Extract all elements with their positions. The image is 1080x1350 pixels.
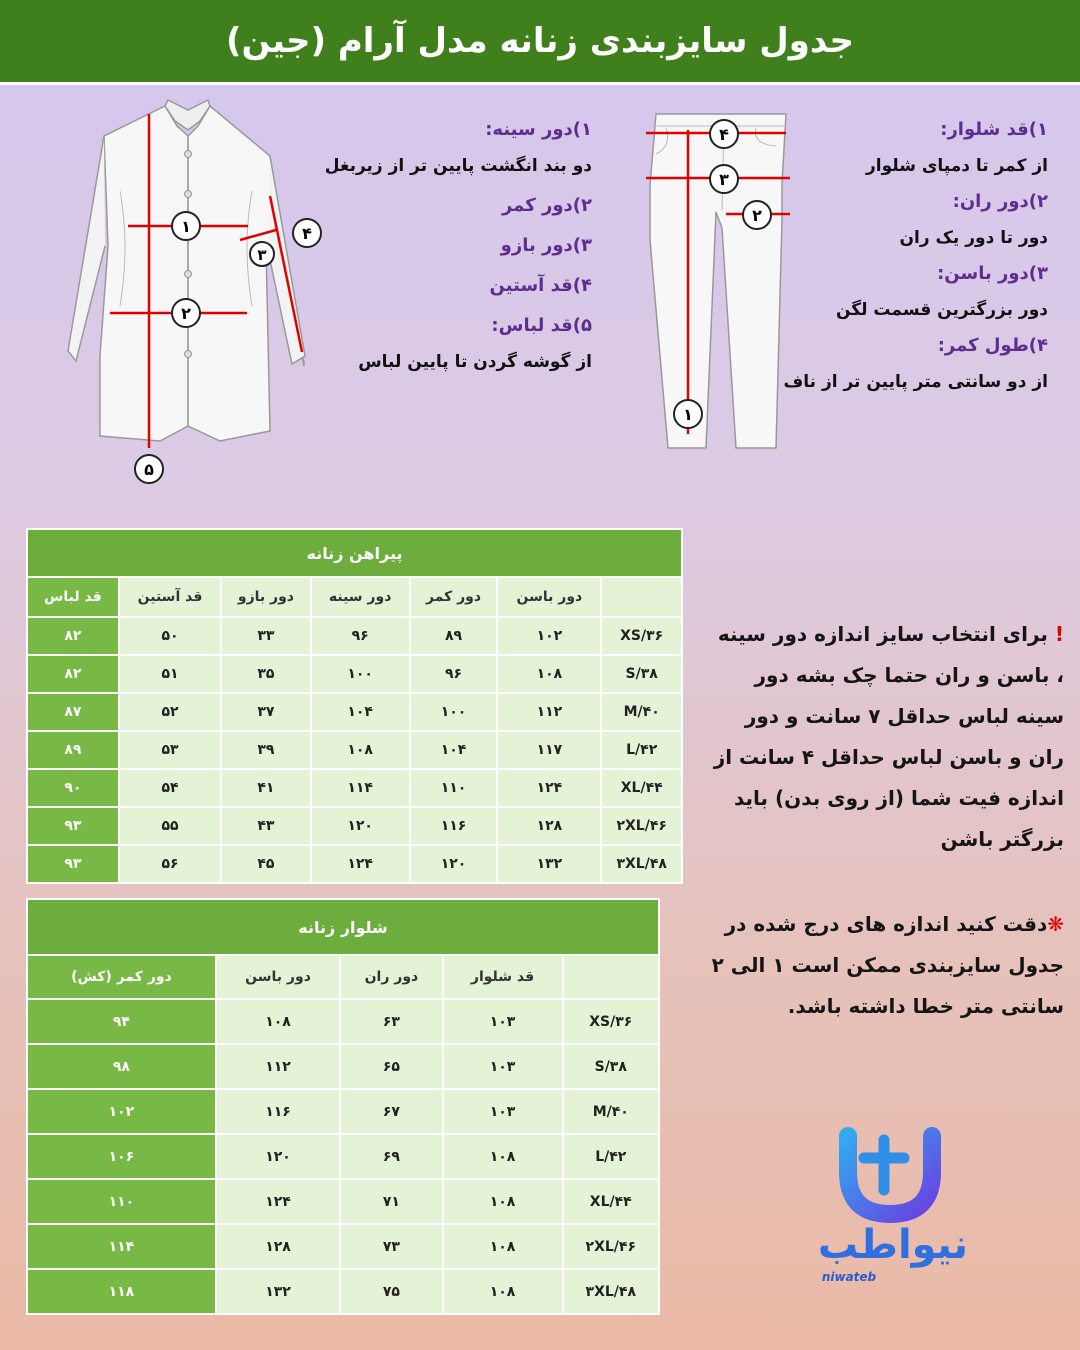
table-cell: ۱۲۴ — [216, 1179, 340, 1224]
table-cell: ۹۶ — [311, 617, 410, 655]
table-row — [27, 655, 682, 693]
table-cell: ۱۰۴ — [311, 693, 410, 731]
table-row — [27, 1089, 659, 1134]
table-cell: ۱۰۸ — [216, 999, 340, 1044]
table-cell: ۶۹ — [340, 1134, 442, 1179]
pants-guide-thigh-title: ۲)دور ران: — [952, 191, 1048, 212]
shirt-illustration — [60, 96, 340, 496]
pants-table-title: شلوار زنانه — [27, 899, 659, 955]
shirt-marker-3 — [250, 242, 274, 266]
table-cell: ۱۲۸ — [497, 807, 601, 845]
flower-icon: ❋ — [1047, 912, 1064, 936]
table-cell: ۶۳ — [340, 999, 442, 1044]
table-cell: ۱۱۸ — [27, 1269, 216, 1314]
table-cell: ۳XL/۴۸ — [601, 845, 682, 883]
table-cell: ۱۰۲ — [27, 1089, 216, 1134]
shirt-guide-arm-title: ۳)دور بازو — [500, 235, 592, 256]
table-cell: XS/۳۶ — [601, 617, 682, 655]
shirt-col-waist: دور کمر — [410, 577, 498, 617]
svg-text:۱: ۱ — [181, 217, 191, 236]
table-cell: ۳۷ — [221, 693, 310, 731]
svg-text:۳: ۳ — [719, 170, 729, 189]
pants-guide-hip-desc: دور بزرگترین قسمت لگن — [835, 300, 1048, 320]
table-cell: ۶۵ — [340, 1044, 442, 1089]
table-cell: ۱۲۴ — [497, 769, 601, 807]
table-cell: ۱۲۰ — [311, 807, 410, 845]
table-cell: ۱۰۰ — [410, 693, 498, 731]
shirt-col-size — [601, 577, 682, 617]
table-cell: ۱۰۸ — [443, 1179, 563, 1224]
table-cell: ۱۱۷ — [497, 731, 601, 769]
pants-illustration — [636, 100, 806, 460]
table-row — [27, 769, 682, 807]
table-cell: ۵۴ — [119, 769, 222, 807]
table-cell: ۸۲ — [27, 655, 119, 693]
table-cell: ۸۷ — [27, 693, 119, 731]
table-cell: ۸۹ — [27, 731, 119, 769]
table-row — [27, 1224, 659, 1269]
table-cell: ۱۲۰ — [410, 845, 498, 883]
table-cell: ۵۰ — [119, 617, 222, 655]
shirt-size-table — [26, 528, 683, 884]
table-cell: ۹۸ — [27, 1044, 216, 1089]
tolerance-note-text: دقت کنید اندازه های درج شده در جدول سایزبندی ممکن است ۱ الی ۲ سانتی متر خطا داشته باشد. — [711, 912, 1064, 1018]
svg-text:۱: ۱ — [683, 405, 693, 424]
table-cell: ۸۲ — [27, 617, 119, 655]
table-cell: ۹۳ — [27, 845, 119, 883]
table-cell: ۱۲۴ — [311, 845, 410, 883]
header-bar — [0, 0, 1080, 85]
pants-guide-waist-title: ۴)طول کمر: — [937, 335, 1048, 356]
table-row — [27, 693, 682, 731]
shirt-measure-guide — [324, 112, 592, 380]
table-cell: ۷۱ — [340, 1179, 442, 1224]
table-cell: ۱۱۲ — [497, 693, 601, 731]
shirt-guide-length-desc: از گوشه گردن تا پایین لباس — [358, 352, 592, 372]
pants-size-table — [26, 898, 660, 1315]
table-cell: ۷۳ — [340, 1224, 442, 1269]
table-cell: S/۳۸ — [601, 655, 682, 693]
table-cell: ۵۶ — [119, 845, 222, 883]
table-row — [27, 807, 682, 845]
table-cell: XL/۴۴ — [601, 769, 682, 807]
table-cell: ۵۳ — [119, 731, 222, 769]
table-cell: ۱۰۸ — [443, 1269, 563, 1314]
table-cell: ۱۱۴ — [27, 1224, 216, 1269]
shirt-col-sleeve: قد آستین — [119, 577, 222, 617]
pants-guide-thigh-desc: دور تا دور یک ران — [899, 228, 1048, 248]
shirt-guide-chest-title: ۱)دور سینه: — [485, 119, 592, 140]
svg-text:۲: ۲ — [752, 206, 762, 225]
table-cell: L/۴۲ — [563, 1134, 659, 1179]
shirt-marker-5 — [135, 455, 163, 483]
table-cell: ۹۶ — [410, 655, 498, 693]
shirt-table-title: پیراهن زنانه — [27, 529, 682, 577]
table-cell: ۷۵ — [340, 1269, 442, 1314]
table-cell: ۱۳۲ — [216, 1269, 340, 1314]
shirt-col-length: قد لباس — [27, 577, 119, 617]
table-row — [27, 1134, 659, 1179]
table-cell: M/۴۰ — [601, 693, 682, 731]
svg-text:۲: ۲ — [181, 304, 191, 323]
brand-name: نیواطب — [817, 1222, 969, 1268]
table-cell: ۳XL/۴۸ — [563, 1269, 659, 1314]
table-cell: ۱۰۸ — [311, 731, 410, 769]
table-cell: ۱۱۴ — [311, 769, 410, 807]
pants-guide-waist-desc: از دو سانتی متر پایین تر از ناف — [783, 372, 1048, 392]
pants-guide-length-desc: از کمر تا دمپای شلوار — [866, 156, 1048, 176]
table-cell: ۳۵ — [221, 655, 310, 693]
table-cell: ۳۹ — [221, 731, 310, 769]
table-cell: ۱۰۸ — [443, 1224, 563, 1269]
table-cell: ۱۱۶ — [216, 1089, 340, 1134]
table-cell: L/۴۲ — [601, 731, 682, 769]
pants-measure-guide — [783, 112, 1048, 400]
shirt-col-chest: دور سینه — [311, 577, 410, 617]
shirt-marker-4 — [293, 219, 321, 247]
table-row — [27, 617, 682, 655]
svg-text:۳: ۳ — [257, 246, 267, 264]
pants-marker-2 — [743, 201, 771, 229]
shirt-col-hip: دور باسن — [497, 577, 601, 617]
svg-text:۵: ۵ — [144, 460, 154, 479]
table-cell: ۱۳۲ — [497, 845, 601, 883]
table-cell: ۲XL/۴۶ — [601, 807, 682, 845]
shirt-guide-sleeve-title: ۴)قد آستین — [489, 275, 592, 296]
pants-col-waist: دور کمر (کش) — [27, 955, 216, 999]
pants-col-size — [563, 955, 659, 999]
pants-guide-length-title: ۱)قد شلوار: — [940, 119, 1048, 140]
table-cell: ۵۱ — [119, 655, 222, 693]
table-cell: ۸۹ — [410, 617, 498, 655]
table-cell: ۱۱۰ — [410, 769, 498, 807]
table-row — [27, 731, 682, 769]
pants-col-hip: دور باسن — [216, 955, 340, 999]
table-cell: XS/۳۶ — [563, 999, 659, 1044]
table-cell: ۱۰۴ — [410, 731, 498, 769]
svg-text:۴: ۴ — [302, 224, 312, 243]
table-cell: ۴۱ — [221, 769, 310, 807]
tolerance-note — [704, 904, 1064, 1027]
shirt-guide-length-title: ۵)قد لباس: — [491, 315, 592, 336]
table-cell: ۲XL/۴۶ — [563, 1224, 659, 1269]
pants-col-thigh: دور ران — [340, 955, 442, 999]
table-cell: ۹۳ — [27, 807, 119, 845]
table-row — [27, 845, 682, 883]
pants-marker-4 — [710, 120, 738, 148]
table-cell: ۱۰۳ — [443, 1044, 563, 1089]
table-row — [27, 1044, 659, 1089]
table-cell: ۱۱۶ — [410, 807, 498, 845]
table-row — [27, 999, 659, 1044]
shirt-col-arm: دور بازو — [221, 577, 310, 617]
table-cell: ۱۰۳ — [443, 1089, 563, 1134]
sizing-note — [704, 614, 1064, 860]
table-cell: ۱۲۰ — [216, 1134, 340, 1179]
table-cell: ۴۵ — [221, 845, 310, 883]
page-title: جدول سایزبندی زنانه مدل آرام (جین) — [225, 21, 855, 61]
pants-col-length: قد شلوار — [443, 955, 563, 999]
table-cell: ۱۲۸ — [216, 1224, 340, 1269]
table-cell: XL/۴۴ — [563, 1179, 659, 1224]
table-cell: ۱۱۲ — [216, 1044, 340, 1089]
table-cell: ۱۰۲ — [497, 617, 601, 655]
svg-text:۴: ۴ — [719, 125, 729, 144]
shirt-guide-waist-title: ۲)دور کمر — [501, 195, 592, 216]
table-cell: M/۴۰ — [563, 1089, 659, 1134]
table-row — [27, 1179, 659, 1224]
table-cell: ۹۴ — [27, 999, 216, 1044]
table-cell: S/۳۸ — [563, 1044, 659, 1089]
shirt-guide-chest-desc: دو بند انگشت پایین تر از زیربغل — [324, 156, 592, 176]
sizing-note-text: برای انتخاب سایز اندازه دور سینه ، باسن و ران حتما چک بشه دور سینه لباس حداقل ۷ سانت و دور ران و باسن لباس حداقل ۴ سانت از اندازه فیت شما (از روی بدن) باید بزرگتر باشن — [713, 622, 1064, 851]
table-cell: ۳۳ — [221, 617, 310, 655]
table-cell: ۱۰۸ — [443, 1134, 563, 1179]
table-cell: ۱۰۸ — [497, 655, 601, 693]
pants-guide-hip-title: ۳)دور باسن: — [937, 263, 1048, 284]
brand-latin: niwateb — [821, 1270, 877, 1284]
exclamation-icon: ! — [1054, 622, 1064, 646]
pants-marker-1 — [674, 400, 702, 428]
table-cell: ۵۵ — [119, 807, 222, 845]
table-cell: ۱۰۰ — [311, 655, 410, 693]
shirt-marker-1 — [172, 212, 200, 240]
table-cell: ۱۰۶ — [27, 1134, 216, 1179]
table-row — [27, 1269, 659, 1314]
table-cell: ۵۲ — [119, 693, 222, 731]
pants-marker-3 — [710, 165, 738, 193]
table-cell: ۶۷ — [340, 1089, 442, 1134]
table-cell: ۹۰ — [27, 769, 119, 807]
table-cell: ۴۳ — [221, 807, 310, 845]
shirt-marker-2 — [172, 299, 200, 327]
table-cell: ۱۱۰ — [27, 1179, 216, 1224]
table-cell: ۱۰۳ — [443, 999, 563, 1044]
